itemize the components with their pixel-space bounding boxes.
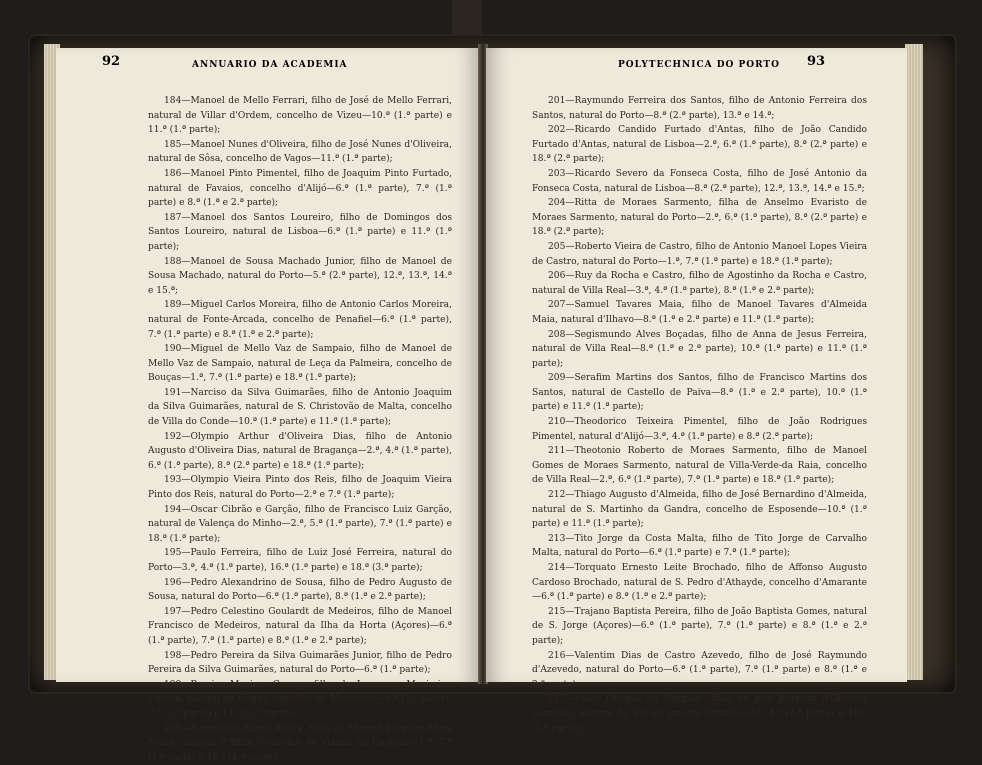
- entry: 217—Vasco Ortigão de Sampaio, filho de José Joaquim d'Oliveira Sampaio, natural do Rio de Janeiro (Brazil)—3.ª, 4.ª (2.ª parte) e 10.ª (1.ª parte);: [532, 694, 867, 734]
- left-page-number: 92: [102, 54, 121, 69]
- entry: 201—Raymundo Ferreira dos Santos, filho de Antonio Ferreira dos Santos, natural do Porto—8.ª (2.ª parte), 13.ª e 14.ª;: [532, 96, 867, 121]
- spine-top: [452, 0, 482, 40]
- left-page: [56, 48, 480, 763]
- entry: 208—Segismundo Alves Boçadas, filho de Anna de Jesus Ferreira, natural de Villa Real—8.ª (1.ª e 2.ª parte), 10.ª (1.ª parte) e 11.ª (1.ª parte);: [532, 329, 867, 369]
- entry: 204—Ritta de Moraes Sarmento, filha de Anselmo Evaristo de Moraes Sarmento, natural do Porto—2.ª, 6.ª (1.ª parte), 8.ª (2.ª parte) e 18.ª (2.ª parte);: [532, 198, 867, 238]
- entry: 191—Narciso da Silva Guimarães, filho de Antonio Joaquim da Silva Guimarães, natural de S. Christovão de Malta, concelho de Villa do Conde—10.ª (1.ª parte) e 11.ª (1.ª parte);: [148, 387, 452, 428]
- page-edges-right: [905, 44, 923, 680]
- entry: 207—Samuel Tavares Maia, filho de Manoel Tavares d'Almeida Maia, natural d'Ilhavo—8.ª (1.ª e 2.ª parte) e 11.ª (1.ª parte);: [532, 300, 867, 325]
- entry: 200—Raymundo Ennes Meira, filho de Manoel Joaquim Alves Meira, natural d'Affife, concelho de Vianna do Castello—1.ª, 7.ª (1.ª parte) e 18.ª (1.ª parte);: [148, 723, 452, 763]
- entry: 205—Roberto Vieira de Castro, filho de Antonio Manoel Lopes Vieira de Castro, natural do Porto—1.ª, 7.ª (1.ª parte) e 18.ª (1.ª parte);: [532, 241, 867, 267]
- entry: 214—Torquato Ernesto Leite Brochado, filho de Affonso Augusto Cardoso Brochado, natural de S. Pedro d'Athayde, concelho d'Amarante—6.ª (1.ª parte) e 8.ª (1.ª e 2.ª parte);: [532, 563, 867, 603]
- entry: 202—Ricardo Candido Furtado d'Antas, filho de João Candido Furtado d'Antas, natural de Lisboa—2.ª, 6.ª (1.ª parte), 8.ª (2.ª parte) e 18.ª (2.ª parte);: [532, 125, 867, 165]
- entry: 184—Manoel de Mello Ferrari, filho de José de Mello Ferrari, natural de Villar d'Ordem, concelho de Vizeu—10.ª (1.ª parte) e 11.ª (1.ª parte);: [148, 96, 452, 136]
- entry: 199—Ramiro Maximo Guerra, filho de Jeronymo Maximino Guerra, natural de Felgar, concelho de Moncorvo—6.ª (1.ª parte), 7.ª (1.ª parte) e 11.ª (1.ª parte);: [148, 679, 452, 719]
- entry: 185—Manoel Nunes d'Oliveira, filho de José Nunes d'Oliveira, natural de Sôsa, concelho de Vagos—11.ª (1.ª parte);: [148, 139, 452, 165]
- left-entry-list: [148, 94, 452, 765]
- entry: 211—Theotonio Roberto de Moraes Sarmento, filho de Manoel Gomes de Moraes Sarmento, natural de Villa-Verde-da Raia, concelho de Villa Real—2.ª, 6.ª (1.ª parte), 7.ª (1.ª parte) e 18.ª (1.ª parte);: [532, 446, 867, 486]
- entry: 189—Miguel Carlos Moreira, filho de Antonio Carlos Moreira, natural de Fonte-Arcada, concelho de Penafiel—6.ª (1.ª parte), 7.ª (1.ª parte) e 8.ª (1.ª e 2.ª parte);: [148, 300, 452, 340]
- entry: 209—Serafim Martins dos Santos, filho de Francisco Martins dos Santos, natural de Castello de Paiva—8.ª (1.ª e 2.ª parte), 10.ª (1.ª parte) e 11.ª (1.ª parte);: [532, 373, 867, 413]
- entry: 216—Valentim Dias de Castro Azevedo, filho de José Raymundo d'Azevedo, natural do Porto—6.ª (1.ª parte), 7.ª (1.ª parte) e 8.ª (1.ª e 2.ª parte);: [532, 650, 867, 690]
- entry: 188—Manoel de Sousa Machado Junior, filho de Manoel de Sousa Machado, natural do Porto—5.ª (2.ª parte), 12.ª, 13.ª, 14.ª e 15.ª;: [148, 256, 452, 296]
- right-page: [486, 48, 907, 734]
- entry: 193—Olympio Vieira Pinto dos Reis, filho de Joaquim Vieira Pinto dos Reis, natural do Porto—2.ª e 7.ª (1.ª parte);: [148, 475, 452, 501]
- entry: 187—Manoel dos Santos Loureiro, filho de Domingos dos Santos Loureiro, natural de Lisboa—6.ª (1.ª parte) e 11.ª (1.ª parte);: [148, 212, 452, 252]
- entry: 212—Thiago Augusto d'Almeida, filho de José Bernardino d'Almeida, natural de S. Martinho da Gandra, concelho de Esposende—10.ª (1.ª parte) e 11.ª (1.ª parte);: [532, 490, 867, 530]
- entry: 206—Ruy da Rocha e Castro, filho de Agostinho da Rocha e Castro, natural de Villa Real—3.ª, 4.ª (1.ª parte), 8.ª (1.ª e 2.ª parte);: [532, 271, 867, 296]
- left-running-head: ANNUARIO DA ACADEMIA: [192, 60, 348, 70]
- entry: 198—Pedro Pereira da Silva Guimarães Junior, filho de Pedro Pereira da Silva Guimarães, natural do Porto—6.ª (1.ª parte);: [148, 650, 452, 676]
- entry: 195—Paulo Ferreira, filho de Luiz José Ferreira, natural do Porto—3.ª, 4.ª (1.ª parte), 16.ª (1.ª parte) e 18.ª (3.ª parte);: [148, 548, 452, 573]
- entry: 186—Manoel Pinto Pimentel, filho de Joaquim Pinto Furtado, natural de Favaios, concelho d'Alijó—6.ª (1.ª parte), 7.ª (1.ª parte) e 8.ª (1.ª e 2.ª parte);: [148, 168, 452, 209]
- entry: 190—Miguel de Mello Vaz de Sampaio, filho de Manoel de Mello Vaz de Sampaio, natural de Leça da Palmeira, concelho de Bouças—1.ª, 7.ª (1.ª parte) e 18.ª (1.ª parte);: [148, 344, 452, 384]
- right-page-number: 93: [807, 54, 826, 69]
- entry: 194—Oscar Cibrão e Garção, filho de Francisco Luiz Garção, natural de Valença do Minho—2.ª, 5.ª (1.ª parte), 7.ª (1.ª parte) e 18.ª (1.ª parte);: [148, 504, 452, 544]
- entry: 192—Olympio Arthur d'Oliveira Dias, filho de Antonio Augusto d'Oliveira Dias, natural de Bragança—2.ª, 4.ª (1.ª parte), 6.ª (1.ª parte), 8.ª (2.ª parte) e 18.ª (1.ª parte);: [148, 431, 452, 471]
- entry: 213—Tito Jorge da Costa Malta, filho de Tito Jorge de Carvalho Malta, natural do Porto—6.ª (1.ª parte) e 7.ª (1.ª parte);: [532, 533, 867, 559]
- entry: 197—Pedro Celestino Goulardt de Medeiros, filho de Manoel Francisco de Medeiros, natural da Ilha da Horta (Açores)—6.ª (1.ª parte), 7.ª (1.ª parte) e 8.ª (1.ª e 2.ª parte);: [148, 606, 452, 646]
- right-entry-list: [532, 94, 867, 736]
- right-running-head: POLYTECHNICA DO PORTO: [618, 60, 780, 70]
- entry: 210—Theodorico Teixeira Pimentel, filho de João Rodrigues Pimentel, natural d'Alijó—3.ª, 4.ª (1.ª parte) e 8.ª (2.ª parte);: [532, 417, 867, 442]
- entry: 215—Trajano Baptista Pereira, filho de João Baptista Gomes, natural de S. Jorge (Açores)—6.ª (1.ª parte), 7.ª (1.ª parte) e 8.ª (1.ª e 2.ª parte);: [532, 606, 867, 646]
- entry: 196—Pedro Alexandrino de Sousa, filho de Pedro Augusto de Sousa, natural do Porto—6.ª (1.ª parte), 8.ª (1.ª e 2.ª parte);: [148, 577, 452, 603]
- entry: 203—Ricardo Severo da Fonseca Costa, filho de José Antonio da Fonseca Costa, natural de Lisboa—8.ª (2.ª parte), 12.ª, 13.ª, 14.ª e 15.ª;: [532, 168, 867, 194]
